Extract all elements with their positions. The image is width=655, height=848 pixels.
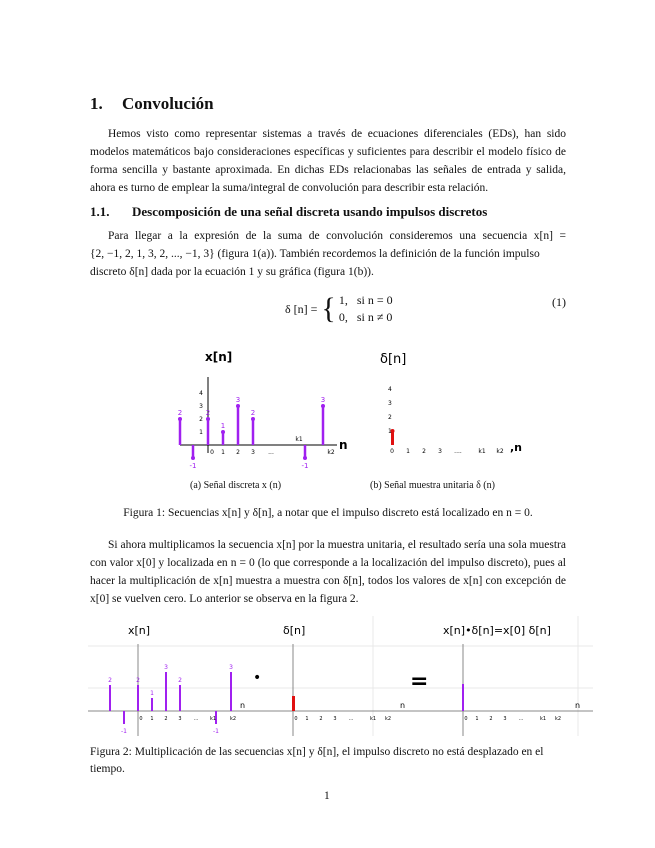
plot2-title: δ[n] [283, 624, 306, 637]
x-tick-label: 3 [503, 716, 507, 722]
value-label: -1 [213, 728, 219, 735]
x-tick-label: 1 [406, 448, 410, 455]
stem-marker [178, 417, 182, 421]
x-tick-label: 1 [150, 716, 154, 722]
x-tick-label: k2 [327, 449, 335, 456]
sequence: 2, −1, 2, 1, 3, 2, ..., −1, 3 [95, 248, 210, 260]
x-tick-label: 3 [178, 716, 182, 722]
axis-label: ,n [510, 441, 523, 454]
x-tick-label: 2 [236, 449, 240, 456]
x-tick-label: 1 [221, 449, 225, 456]
figure1-caption: Figura 1: Secuencias x[n] y δ[n], a notar que el impulso discreto está localizado en n = 0. [123, 507, 533, 519]
y-tick-label: 4 [199, 390, 203, 397]
axis-label: n [575, 701, 581, 710]
value-label: 2 [250, 409, 256, 417]
x-tick-label: ... [348, 716, 354, 722]
plot-title: x[n] [205, 350, 233, 364]
value-label: 3 [235, 396, 241, 404]
figure1 [90, 347, 566, 497]
stem-marker [191, 456, 195, 460]
plot-title: δ[n] [380, 352, 407, 367]
value-label: -1 [301, 462, 309, 470]
value-label: 2 [136, 677, 140, 684]
y-tick-label: 4 [388, 386, 392, 393]
x-tick-label: k2 [384, 716, 392, 722]
figure1b-caption: (b) Señal muestra unitaria δ (n) [370, 480, 495, 491]
plot3-title: x[n]•δ[n]=x[0] δ[n] [443, 624, 551, 637]
equation-number: (1) [552, 295, 566, 309]
x-tick-label: ... [268, 449, 274, 456]
value-label: 1 [150, 690, 154, 697]
value-label: 2 [178, 677, 182, 684]
stem-marker [236, 404, 240, 408]
x-tick-label: ... [193, 716, 199, 722]
x-tick-label: k1 [295, 436, 303, 443]
x-tick-label: 2 [422, 448, 426, 455]
stem-marker [321, 404, 325, 408]
x-tick-label: k2 [554, 716, 562, 722]
x-tick-label: k1 [369, 716, 377, 722]
figure2-caption: Figura 2: Multiplicación de las secuencias x[n] y δ[n], el impulso discreto no está desplazado en el tiempo. [90, 746, 544, 775]
stem-marker [303, 456, 307, 460]
figure2-plot [88, 616, 593, 736]
x-tick-label: 0 [464, 716, 468, 722]
stem-marker [251, 417, 255, 421]
x-tick-label: 2 [489, 716, 493, 722]
x-tick-label: 2 [319, 716, 323, 722]
value-label: 3 [320, 396, 326, 404]
para2-line3: discreto δ[n] dada por la ecuación 1 y su gráfica (figura 1(b)). [90, 266, 374, 278]
x-tick-label: 1 [475, 716, 479, 722]
value-label: -1 [189, 462, 197, 470]
x-tick-label: 3 [251, 449, 255, 456]
section-heading: 1. Convolución [90, 94, 214, 113]
value-label: 2 [177, 409, 183, 417]
figure1a-plot [165, 347, 350, 472]
x-tick-label: k2 [496, 448, 504, 455]
value-label: 1 [220, 422, 226, 430]
text-column [90, 93, 581, 778]
para2-line2: {2, −1, 2, 1, 3, 2, ..., −1, 3} (figura 1(a)). También recordemos la definición de la función impulso [90, 248, 540, 260]
y-tick-label: 3 [388, 400, 392, 407]
figure2 [90, 616, 581, 736]
subsection-heading: 1.1. Descomposición de una señal discreta usando impulsos discretos [90, 204, 488, 219]
x-tick-label: 0 [210, 449, 214, 456]
value-label: 2 [108, 677, 112, 684]
x-tick-label: 0 [390, 448, 394, 455]
x-tick-label: k2 [229, 716, 237, 722]
y-tick-label: 2 [199, 416, 203, 423]
x-tick-label: 0 [139, 716, 143, 722]
axis-label: n [240, 701, 246, 710]
x-tick-label: ... [518, 716, 524, 722]
result-stem [462, 684, 464, 711]
figure1b-plot [380, 347, 530, 472]
equation: δ [n] = { 1, si n = 0 0, si n ≠ 0 (1) [285, 292, 566, 325]
axis-label: n [400, 701, 406, 710]
x-tick-label: k1 [209, 716, 217, 722]
x-tick-label: 1 [305, 716, 309, 722]
value-label: 3 [164, 664, 168, 671]
intro-paragraph: Hemos visto como representar sistemas a través de ecuaciones diferenciales (EDs), han sido modelos matemáticos bajo consideraciones específicas y suficientes para describir el modelo físico de forma sencilla y bastante aproximada. En dichas EDs relacionabas las señales de entrada y salida, ahora es turno de emplear la suma/integral de convolución para describir esta relación. [90, 128, 566, 194]
stem-marker [206, 417, 210, 421]
x-tick-label: 2 [164, 716, 168, 722]
value-label: -1 [121, 728, 127, 735]
y-tick-label: 1 [199, 429, 203, 436]
y-tick-label: 2 [388, 414, 392, 421]
multiply-sign: • [253, 670, 262, 686]
y-tick-label: 1 [388, 428, 392, 435]
x-tick-label: k1 [478, 448, 486, 455]
x-tick-label: .... [454, 448, 462, 455]
y-tick-label: 3 [199, 403, 203, 410]
x-tick-label: 3 [438, 448, 442, 455]
x-tick-label: k1 [539, 716, 547, 722]
para3: Si ahora multiplicamos la secuencia x[n] por la muestra unitaria, el resultado sería una sola muestra con valor x[0] y localizada en n = 0 (lo que corresponde a la localización del impulso discreto), pues al hacer la multiplicación de x[n] muestra a muestra con δ[n], todos los valores de x[n] con excepción de x[0] se vuelven cero. Lo anterior se observa en la figura 2. [90, 539, 566, 605]
axis-label: n [339, 438, 348, 452]
x-tick-label: 0 [294, 716, 298, 722]
stem-marker [221, 430, 225, 434]
para2-line1: Para llegar a la expresión de la suma de convolución consideremos una secuencia x[n] = [108, 230, 566, 242]
value-label: 3 [229, 664, 233, 671]
impulse-stem [292, 696, 295, 711]
page-number: 1 [324, 790, 330, 802]
figure1a-caption: (a) Señal discreta x (n) [190, 480, 282, 491]
x-tick-label: 3 [333, 716, 337, 722]
plot1-title: x[n] [128, 624, 151, 637]
equals-sign: = [410, 669, 429, 694]
value-label: 2 [205, 409, 211, 417]
